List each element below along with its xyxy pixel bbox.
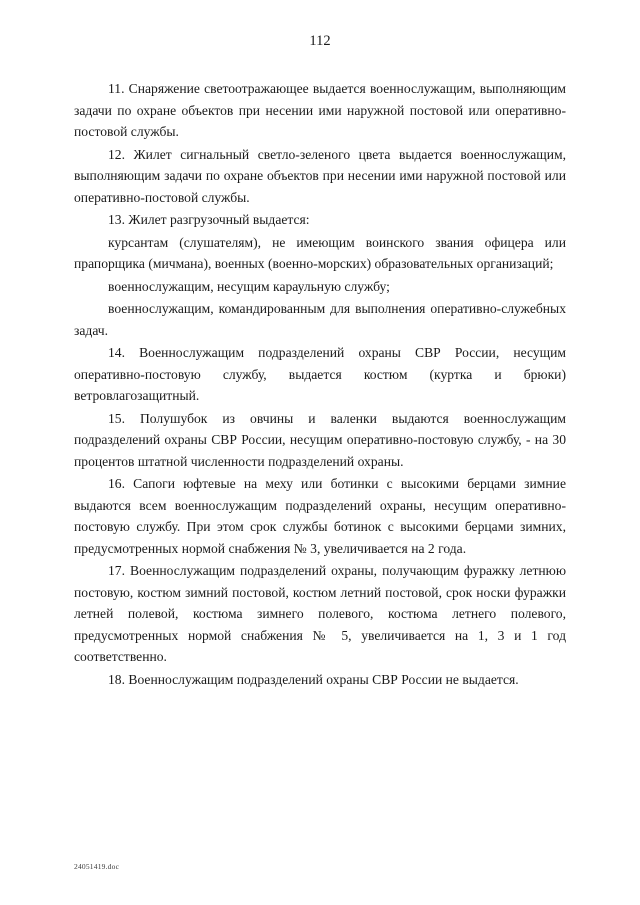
- paragraph-15: 15. Полушубок из овчины и валенки выдаются военнослужащим подразделений охраны СВР России, несущим оперативно-постовую службу, - на 30 процентов штатной численности подразделений охраны.: [74, 410, 566, 469]
- paragraph-13-item-1: курсантам (слушателям), не имеющим воинского звания офицера или прапорщика (мичмана), военных (военно-морских) образовательных организаций;: [74, 234, 566, 271]
- paragraph-13-item-3: военнослужащим, командированным для выполнения оперативно-служебных задач.: [74, 301, 566, 338]
- paragraph-17: 17. Военнослужащим подразделений охраны, получающим фуражку летнюю постовую, костюм зимний постовой, костюм летний постовой, срок носки фуражки летней полевой, костюма зимнего полевого, костюма летнего полевого, предусмотренных нормой снабжения № 5, увеличивается на 1, 3 и 1 год соответственно.: [74, 563, 566, 664]
- paragraph-14: 14. Военнослужащим подразделений охраны СВР России, несущим оперативно-постовую службу, выдается костюм (куртка и брюки) ветровлагозащитный.: [74, 345, 566, 403]
- footer-filename: 24051419.doc: [74, 862, 120, 871]
- page-number: 112: [309, 33, 331, 49]
- paragraph-18: 18. Военнослужащим подразделений охраны СВР России не выдается.: [108, 671, 519, 687]
- paragraph-13-item-2: военнослужащим, несущим караульную службу;: [108, 278, 390, 294]
- paragraph-13: 13. Жилет разгрузочный выдается:: [108, 212, 310, 227]
- paragraph-12: 12. Жилет сигнальный светло-зеленого цвета выдается военнослужащим, выполняющим задачи по охране объектов при несении ими наружной постовой или оперативно-постовой службы.: [74, 146, 566, 205]
- paragraph-16: 16. Сапоги юфтевые на меху или ботинки с высокими берцами зимние выдаются всем военнослужащим подразделений охраны, несущим оперативно-постовую службу. При этом срок службы ботинок с высокими берцами зимних, предусмотренных нормой снабжения № 3, увеличивается на 2 года.: [74, 476, 566, 556]
- document-body: [74, 78, 566, 691]
- paragraph-11: 11. Снаряжение светоотражающее выдается военнослужащим, выполняющим задачи по охране объектов при несении ими наружной постовой или оперативно-постовой службы.: [74, 81, 566, 139]
